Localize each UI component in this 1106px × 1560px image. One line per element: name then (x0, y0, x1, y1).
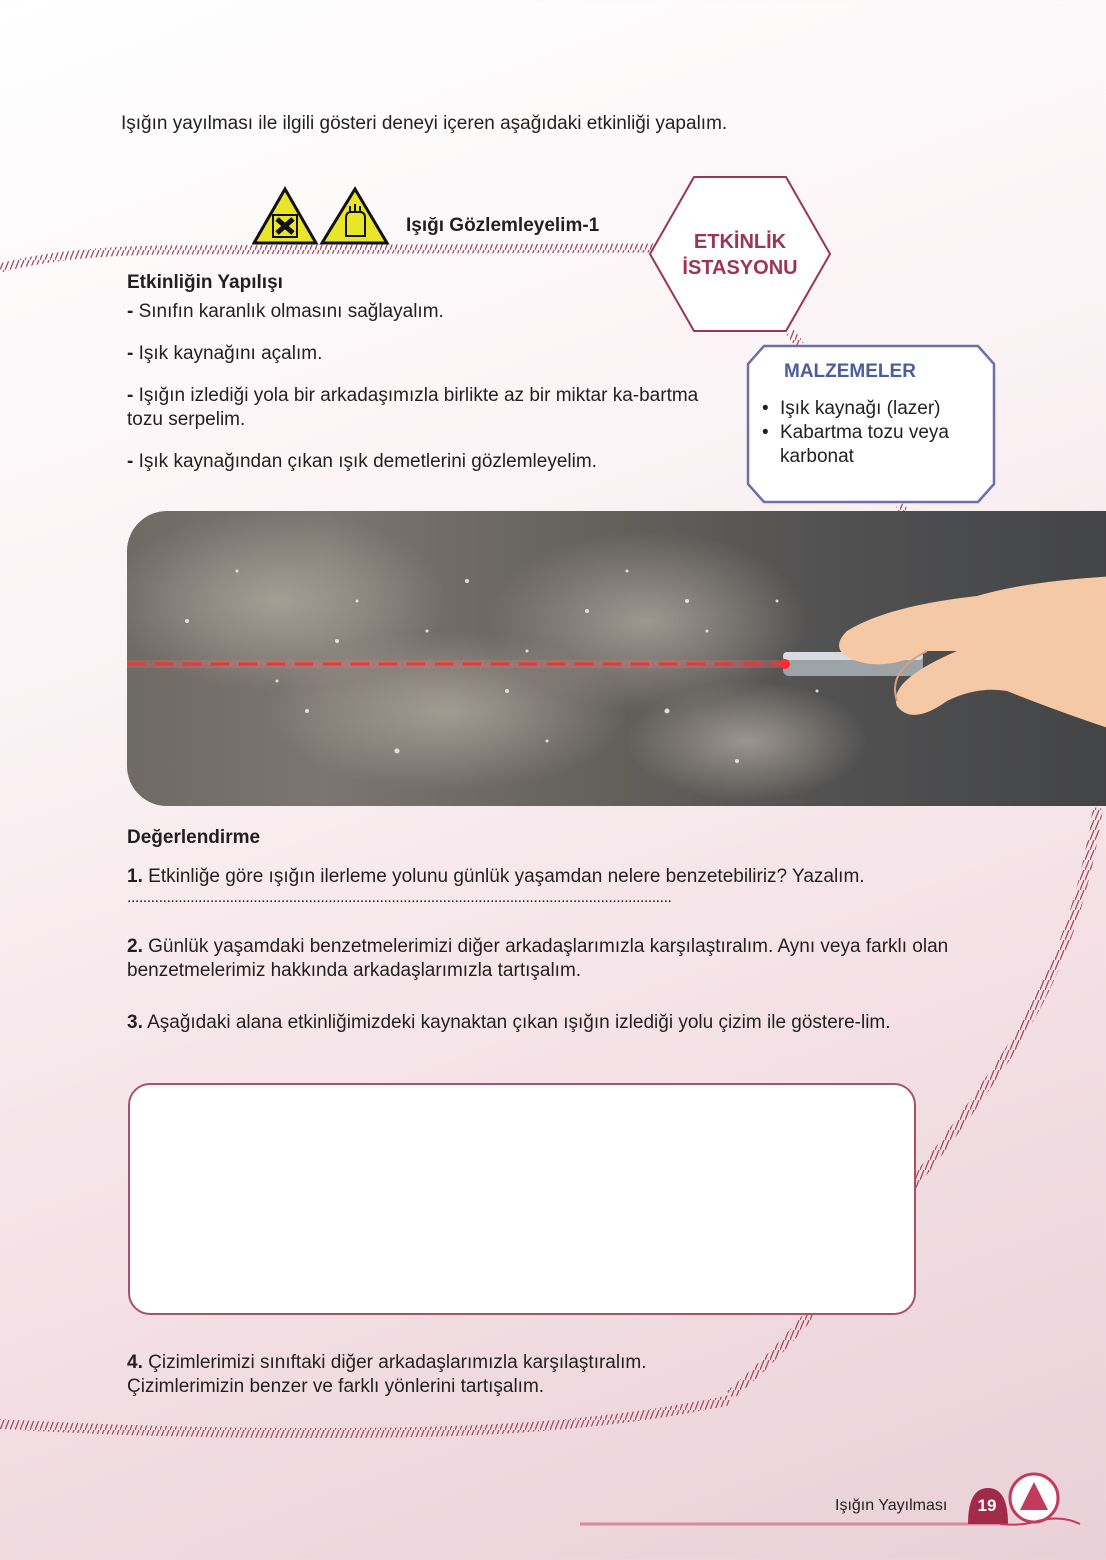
question-text: Etkinliğe göre ışığın ilerleme yolunu günlük yaşamdan nelere benzetebiliriz? Yazalım. (148, 866, 865, 887)
procedure-step (127, 300, 727, 324)
procedure-step (127, 342, 727, 366)
evaluation-section (127, 827, 987, 1035)
footer-section-title: Işığın Yayılması (835, 1497, 948, 1514)
hand (839, 576, 1106, 731)
question-number: 4. (127, 1352, 143, 1373)
question-text: Günlük yaşamdaki benzetmelerimizi diğer arkadaşlarımızla karşılaştıralım. Aynı veya farklı olan benzetmelerimiz hakkında arkadaşlarımızla tartışalım. (127, 936, 949, 981)
materials-item (762, 397, 992, 421)
question-text: Aşağıdaki alana etkinliğimizdeki kaynaktan çıkan ışığın izlediği yolu çizim ile göstere-lim. (147, 1012, 891, 1033)
step-text: Işık kaynağını açalım. (138, 343, 323, 364)
step-dash: - (127, 343, 134, 364)
question-2 (127, 935, 987, 983)
materials-item-text: Kabartma tozu veya karbonat (780, 422, 949, 467)
procedure-heading: Etkinliğin Yapılışı (127, 272, 283, 293)
step-text: Işık kaynağından çıkan ışık demetlerini gözlemleyelim. (138, 451, 597, 472)
question-1 (127, 865, 987, 889)
materials-item (762, 421, 992, 469)
question-number: 2. (127, 936, 143, 957)
question-number: 1. (127, 866, 143, 887)
question-3 (127, 1011, 977, 1035)
question-text: Çizimlerimizi sınıftaki diğer arkadaşlarımızla karşılaştıralım. Çizimlerimizin benzer ve farklı yönlerini tartışalım. (127, 1352, 647, 1397)
bullet: • (762, 422, 769, 443)
materials-heading: MALZEMELER (784, 361, 916, 382)
hazard-signs (252, 186, 390, 246)
intro-text: Işığın yayılması ile ilgili gösteri deneyi içeren aşağıdaki etkinliği yapalım. (121, 113, 728, 134)
step-dash: - (127, 301, 134, 322)
station-line-1: ETKİNLİK (693, 231, 787, 253)
drawing-area[interactable] (128, 1083, 916, 1315)
procedure-step (127, 450, 727, 474)
page-number: 19 (977, 1496, 997, 1515)
procedure-step (127, 384, 717, 432)
laser-photo (127, 511, 1106, 806)
step-dash: - (127, 451, 134, 472)
step-text: Işığın izlediği yola bir arkadaşımızla birlikte az bir miktar ka-bartma tozu serpelim. (127, 385, 699, 430)
activity-title: Işığı Gözlemleyelim-1 (406, 215, 600, 236)
station-line-2: İSTASYONU (682, 257, 798, 279)
protective-gloves-icon (322, 189, 387, 243)
harmful-x-icon (254, 189, 316, 243)
bullet: • (762, 398, 769, 419)
procedure-section (127, 272, 727, 474)
materials-list (762, 397, 992, 469)
step-dash: - (127, 385, 134, 406)
step-text: Sınıfın karanlık olmasını sağlayalım. (138, 301, 444, 322)
materials-item-text: Işık kaynağı (lazer) (780, 398, 941, 419)
answer-line[interactable]: .......................................................................................................................................... (127, 889, 672, 906)
evaluation-heading: Değerlendirme (127, 827, 261, 848)
question-4 (127, 1351, 767, 1399)
question-number: 3. (127, 1012, 143, 1033)
